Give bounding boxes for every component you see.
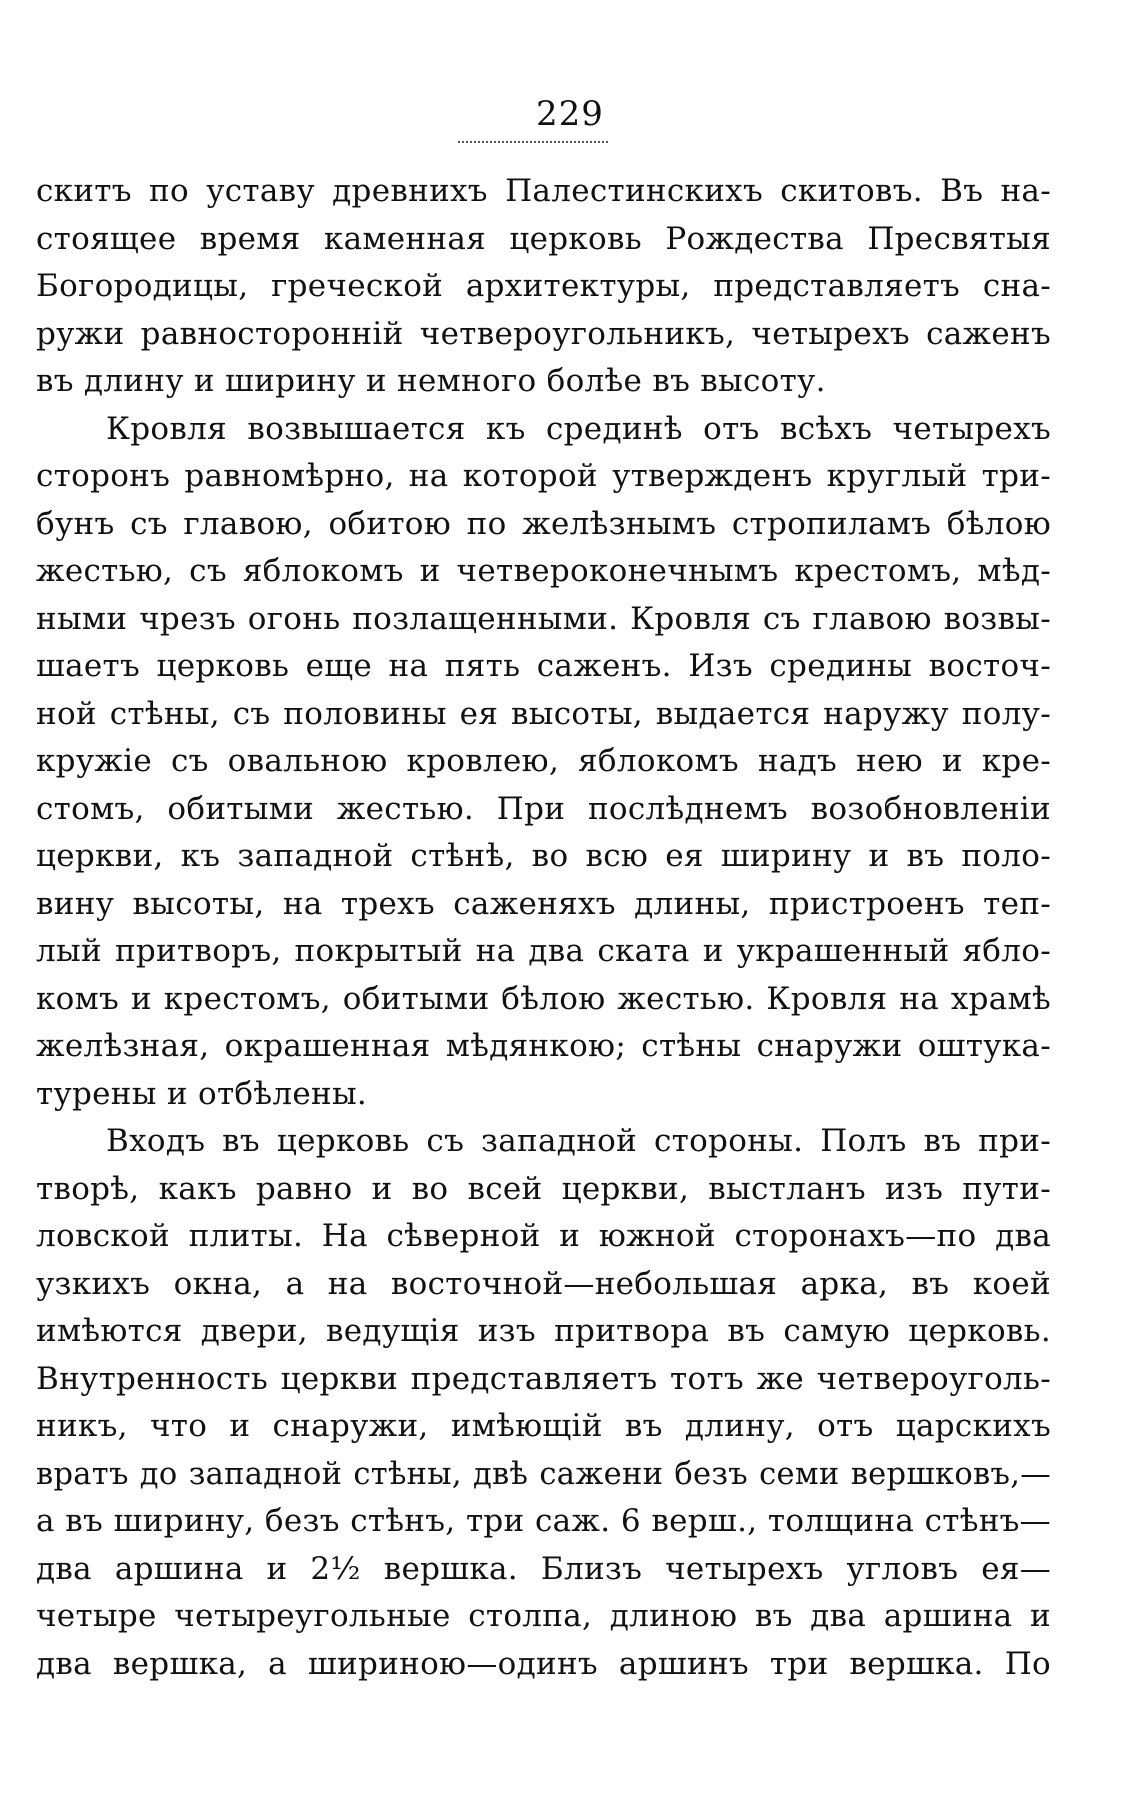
text-line: два вершка, а шириною—одинъ аршинъ три вершка. По [36,1645,1051,1682]
page-number-rule [458,141,608,143]
text-line: вратъ до западной стѣны, двѣ сажени безъ семи вершковъ,— [36,1456,1051,1492]
text-line: ружи равносторонній четвероугольникъ, четырехъ саженъ [36,315,1051,352]
text-line: узкихъ окна, а на восточной—небольшая арка, въ коей [36,1265,1051,1302]
text-line: два аршина и 2½ вершка. Близъ четырехъ угловъ ея— [36,1550,1051,1587]
text-line: бунъ съ главою, обитою по желѣзнымъ стропиламъ бѣлою [36,505,1051,542]
text-line: четыре четыреугольные столпа, длиною въ два аршина и [36,1598,1051,1634]
text-line: комъ и крестомъ, обитыми бѣлою жестью. Кровля на храмѣ [36,980,1051,1017]
text-line: Входъ въ церковь съ западной стороны. Полъ въ при- [106,1123,1051,1159]
text-line: турены и отбѣлены. [36,1075,368,1112]
text-line: Внутренность церкви представляетъ тотъ же четвероуголь- [36,1360,1051,1397]
body-text [36,168,1051,1688]
text-line: ловской плиты. На сѣверной и южной сторонахъ—по два [36,1218,1051,1254]
text-line: вину высоты, на трехъ саженяхъ длины, пристроенъ теп- [36,885,1051,922]
text-line: а въ ширину, безъ стѣнъ, три саж. 6 верш., толщина стѣнъ— [36,1503,1051,1539]
text-line: стомъ, обитыми жестью. При послѣднемъ возобновленіи [36,790,1051,827]
text-line: творѣ, какъ равно и во всей церкви, выстланъ изъ пути- [36,1170,1051,1207]
text-line: ными чрезъ огонь позлащенными. Кровля съ главою возвы- [36,600,1051,637]
text-line: желѣзная, окрашенная мѣдянкою; стѣны снаружи оштука- [36,1028,1051,1064]
text-line: Кровля возвышается къ срединѣ отъ всѣхъ четырехъ [106,410,1051,447]
text-line: скитъ по уставу древнихъ Палестинскихъ скитовъ. Въ на- [36,173,1051,209]
text-line: церкви, къ западной стѣнѣ, во всю ея ширину и въ поло- [36,838,1051,874]
text-line: ной стѣны, съ половины ея высоты, выдается наружу полу- [36,695,1051,732]
text-line: имѣются двери, ведущія изъ притвора въ самую церковь. [36,1313,1051,1349]
text-line: жестью, съ яблокомъ и четвероконечнымъ крестомъ, мѣд- [36,553,1051,589]
text-line: въ длину и ширину и немного болѣе въ высоту. [36,363,826,399]
page-number: 229 [536,94,604,134]
text-line: Богородицы, греческой архитектуры, представляетъ сна- [36,268,1051,304]
text-line: лый притворъ, покрытый на два ската и украшенный ябло- [36,933,1051,969]
text-line: кружіе съ овальною кровлею, яблокомъ надъ нею и кре- [36,743,1051,779]
text-line: сторонъ равномѣрно, на которой утвержденъ круглый три- [36,458,1051,494]
text-line: стоящее время каменная церковь Рождества Пресвятыя [36,220,1051,257]
text-line: шаетъ церковь еще на пять саженъ. Изъ средины восточ- [36,648,1051,684]
text-line: никъ, что и снаружи, имѣющій въ длину, отъ царскихъ [36,1408,1051,1444]
